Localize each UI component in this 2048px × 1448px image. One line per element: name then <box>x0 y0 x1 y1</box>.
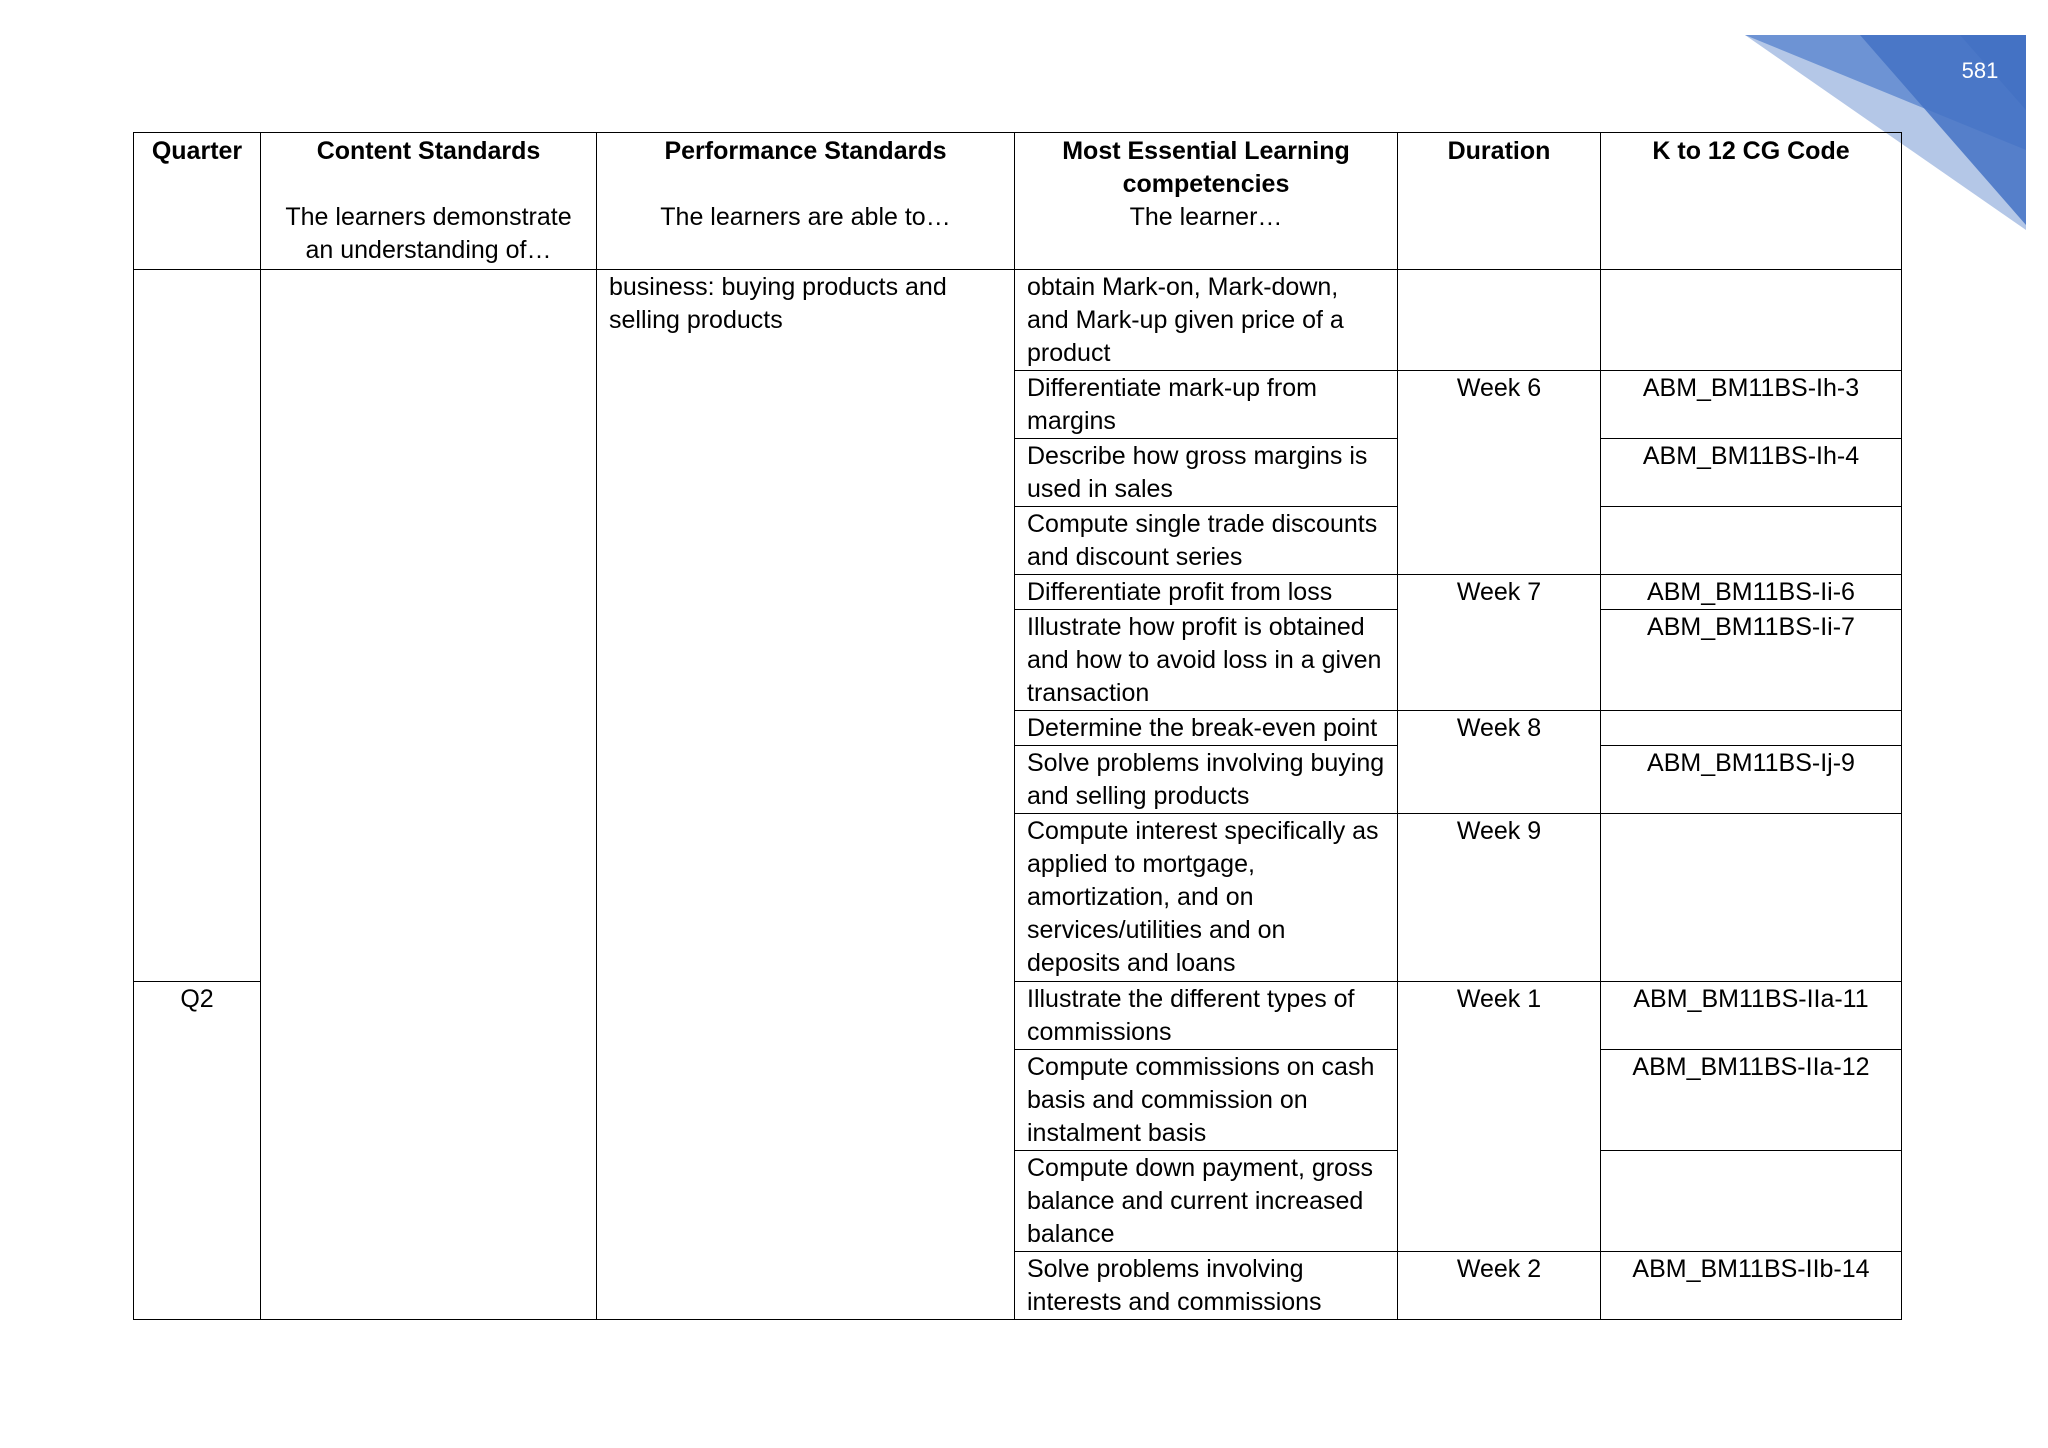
duration-cell: Week 2 <box>1398 1252 1601 1320</box>
table-row <box>134 270 1902 371</box>
header-performance-standards: Performance Standards The learners are able to… <box>597 133 1015 270</box>
competency-cell: Compute interest specifically as applied to mortgage, amortization, and on services/utilities and on deposits and loans <box>1015 814 1398 982</box>
code-cell: ABM_BM11BS-Ii-7 <box>1601 610 1902 711</box>
competency-cell: Solve problems involving buying and selling products <box>1015 746 1398 814</box>
duration-cell: Week 6 <box>1398 371 1601 575</box>
code-cell <box>1601 711 1902 746</box>
competency-cell: Compute down payment, gross balance and current increased balance <box>1015 1151 1398 1252</box>
duration-cell: Week 8 <box>1398 711 1601 814</box>
competency-cell: Determine the break-even point <box>1015 711 1398 746</box>
quarter-cell-q2: Q2 <box>134 982 261 1320</box>
header-row <box>134 133 1902 270</box>
competency-cell: Illustrate the different types of commissions <box>1015 982 1398 1050</box>
competency-cell: Describe how gross margins is used in sales <box>1015 439 1398 507</box>
header-quarter: Quarter <box>134 133 261 270</box>
header-duration: Duration <box>1398 133 1601 270</box>
code-cell: ABM_BM11BS-Ih-3 <box>1601 371 1902 439</box>
quarter-cell <box>134 270 261 982</box>
duration-cell: Week 7 <box>1398 575 1601 711</box>
header-code: K to 12 CG Code <box>1601 133 1902 270</box>
content-standards-cell <box>261 270 597 1320</box>
performance-standards-cell: business: buying products and selling products <box>597 270 1015 1320</box>
competency-cell: Compute single trade discounts and discount series <box>1015 507 1398 575</box>
page-number: 581 <box>1961 58 1999 83</box>
competency-cell: Differentiate profit from loss <box>1015 575 1398 610</box>
competency-cell: Differentiate mark-up from margins <box>1015 371 1398 439</box>
code-cell: ABM_BM11BS-IIa-11 <box>1601 982 1902 1050</box>
curriculum-table <box>133 132 1902 1320</box>
code-cell: ABM_BM11BS-Ij-9 <box>1601 746 1902 814</box>
code-cell <box>1601 270 1902 371</box>
code-cell: ABM_BM11BS-IIa-12 <box>1601 1050 1902 1151</box>
code-cell <box>1601 1151 1902 1252</box>
code-cell: ABM_BM11BS-Ii-6 <box>1601 575 1902 610</box>
duration-cell: Week 1 <box>1398 982 1601 1252</box>
competency-cell: Solve problems involving interests and commissions <box>1015 1252 1398 1320</box>
competency-cell: obtain Mark-on, Mark-down, and Mark-up given price of a product <box>1015 270 1398 371</box>
competency-cell: Illustrate how profit is obtained and how to avoid loss in a given transaction <box>1015 610 1398 711</box>
code-cell <box>1601 814 1902 982</box>
duration-cell <box>1398 270 1601 371</box>
code-cell <box>1601 507 1902 575</box>
header-content-standards: Content Standards The learners demonstrate an understanding of… <box>261 133 597 270</box>
code-cell: ABM_BM11BS-Ih-4 <box>1601 439 1902 507</box>
duration-cell: Week 9 <box>1398 814 1601 982</box>
competency-cell: Compute commissions on cash basis and commission on instalment basis <box>1015 1050 1398 1151</box>
header-melc: Most Essential Learning competencies The learner… <box>1015 133 1398 270</box>
code-cell: ABM_BM11BS-IIb-14 <box>1601 1252 1902 1320</box>
